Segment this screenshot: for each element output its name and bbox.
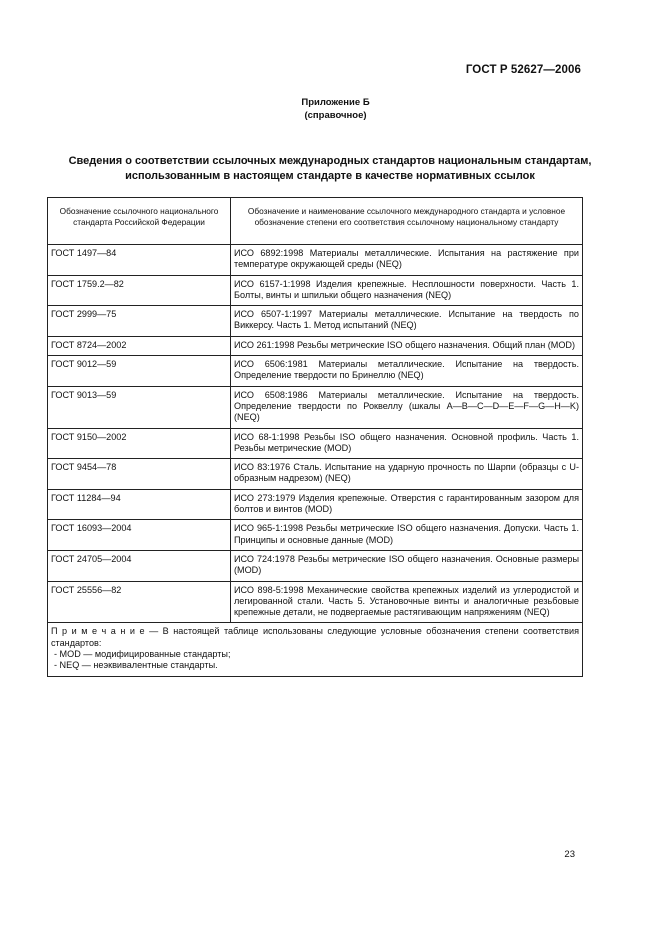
- note-item: - NEQ — неэквивалентные стандарты.: [54, 660, 218, 671]
- table-row: [48, 306, 583, 337]
- international-standard-cell: ИСО 898-5:1998 Механические свойства крепежных изделий из углеродистой и легированной стали. Часть 5. Установочные винты и аналогичные резьбовые крепежные детали, не подвергаемые растягивающим напряжениям (NEQ): [231, 581, 583, 623]
- national-standard-cell: ГОСТ 9150—2002: [48, 428, 231, 459]
- section-title: [40, 154, 620, 184]
- national-standard-cell: ГОСТ 9013—59: [48, 386, 231, 428]
- national-standard-cell: ГОСТ 1759.2—82: [48, 275, 231, 306]
- international-standard-cell: ИСО 6157-1:1998 Изделия крепежные. Несплошности поверхности. Часть 1. Болты, винты и шпильки общего назначения (NEQ): [231, 275, 583, 306]
- international-standard-cell: ИСО 6508:1986 Материалы металлические. Испытание на твердость. Определение твердости по Роквеллу (шкалы А—В—С—D—Е—F—G—Н—K) (NEQ): [231, 386, 583, 428]
- international-standard-cell: ИСО 261:1998 Резьбы метрические ISO общего назначения. Общий план (MOD): [231, 336, 583, 355]
- international-standard-cell: ИСО 83:1976 Сталь. Испытание на ударную прочность по Шарпи (образцы с U-образным надрезом) (NEQ): [231, 459, 583, 490]
- section-title-line-1: Сведения о соответствии ссылочных международных стандартов национальным стандартам,: [68, 155, 592, 167]
- standards-correspondence-table: [47, 197, 583, 677]
- national-standard-cell: ГОСТ 9012—59: [48, 356, 231, 387]
- national-standard-cell: ГОСТ 24705—2004: [48, 550, 231, 581]
- table-row: [48, 336, 583, 355]
- table-row: [48, 386, 583, 428]
- national-standard-cell: ГОСТ 25556—82: [48, 581, 231, 623]
- table-row: [48, 356, 583, 387]
- note-label: П р и м е ч а н и е: [51, 626, 145, 637]
- international-standard-cell: ИСО 6506:1981 Материалы металлические. Испытание на твердость. Определение твердости по Бринеллю (NEQ): [231, 356, 583, 387]
- appendix-label: Приложение Б: [301, 97, 370, 108]
- table-row: [48, 489, 583, 520]
- header-international-standard: Обозначение и наименование ссылочного международного стандарта и условное обозначение степени его соответствия ссылочному национальному стандарту: [231, 198, 583, 245]
- national-standard-cell: ГОСТ 11284—94: [48, 489, 231, 520]
- table-row: [48, 581, 583, 623]
- international-standard-cell: ИСО 273:1979 Изделия крепежные. Отверстия с гарантированным зазором для болтов и винтов (MOD): [231, 489, 583, 520]
- national-standard-cell: ГОСТ 1497—84: [48, 245, 231, 276]
- international-standard-cell: ИСО 6892:1998 Материалы металлические. Испытания на растяжение при температуре окружающей среды (NEQ): [231, 245, 583, 276]
- international-standard-cell: ИСО 724:1978 Резьбы метрические ISO общего назначения. Основные размеры (MOD): [231, 550, 583, 581]
- national-standard-cell: ГОСТ 2999—75: [48, 306, 231, 337]
- table-header-row: [48, 198, 583, 245]
- table-row: [48, 275, 583, 306]
- appendix-status: (справочное): [304, 109, 367, 121]
- national-standard-cell: ГОСТ 9454—78: [48, 459, 231, 490]
- note-item: - MOD — модифицированные стандарты;: [54, 649, 231, 660]
- national-standard-cell: ГОСТ 8724—2002: [48, 336, 231, 355]
- document-id: ГОСТ Р 52627—2006: [465, 64, 581, 76]
- international-standard-cell: ИСО 965-1:1998 Резьбы метрические ISO общего назначения. Допуски. Часть 1. Принципы и основные данные (MOD): [231, 520, 583, 551]
- international-standard-cell: ИСО 6507-1:1997 Материалы металлические. Испытание на твердость по Виккерсу. Часть 1. Метод испытаний (NEQ): [231, 306, 583, 337]
- section-title-line-2: использованным в настоящем стандарте в качестве нормативных ссылок: [125, 170, 535, 182]
- international-standard-cell: ИСО 68-1:1998 Резьбы ISO общего назначения. Основной профиль. Часть 1. Резьбы метрические (MOD): [231, 428, 583, 459]
- national-standard-cell: ГОСТ 16093—2004: [48, 520, 231, 551]
- table-note: [48, 623, 583, 676]
- page-number: 23: [564, 849, 575, 860]
- header-national-standard: Обозначение ссылочного национального стандарта Российской Федерации: [48, 198, 231, 245]
- table-row: [48, 550, 583, 581]
- table-row: [48, 520, 583, 551]
- table-row: [48, 459, 583, 490]
- table-note-row: [48, 623, 583, 676]
- table-row: [48, 245, 583, 276]
- appendix-heading: [0, 97, 661, 122]
- table-row: [48, 428, 583, 459]
- note-text: — В настоящей таблице использованы следующие условные обозначения степени соответствия стандартов:: [51, 626, 579, 648]
